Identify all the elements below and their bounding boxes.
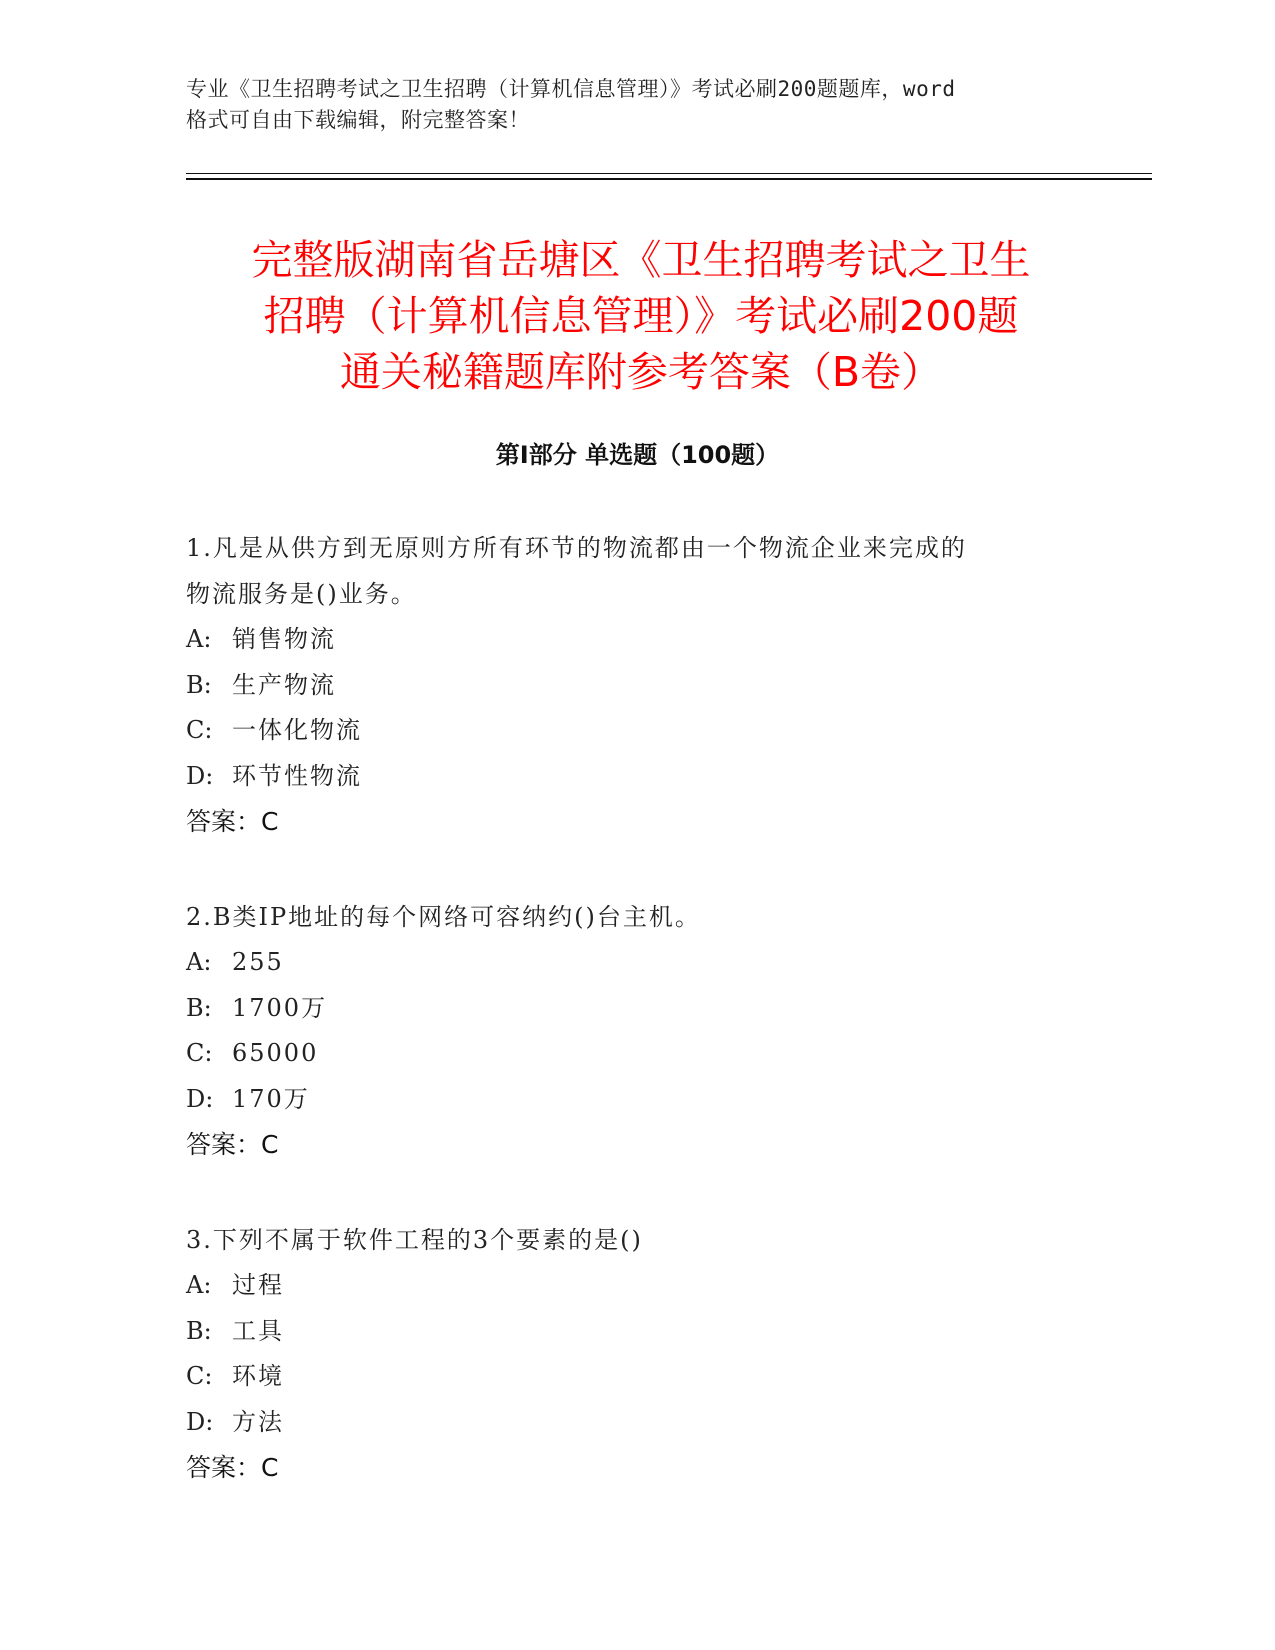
option-key: C: bbox=[186, 1362, 213, 1390]
intro-line-2: 格式可自由下载编辑，附完整答案！ bbox=[186, 108, 530, 132]
option-a bbox=[186, 1263, 1086, 1309]
option-a bbox=[186, 940, 1086, 986]
title-line-1: 完整版湖南省岳塘区《卫生招聘考试之卫生 bbox=[251, 236, 1031, 284]
option-key: A: bbox=[186, 625, 212, 653]
option-key: C: bbox=[186, 716, 213, 744]
option-text: 过程 bbox=[232, 1271, 284, 1299]
option-text: 170万 bbox=[232, 1084, 310, 1113]
option-key: B: bbox=[186, 993, 212, 1022]
header-divider-thin bbox=[186, 173, 1152, 174]
section-heading: 第Ⅰ部分 单选题（100题） bbox=[495, 441, 780, 469]
option-text: 1700万 bbox=[232, 993, 328, 1022]
option-b bbox=[186, 1309, 1086, 1355]
question-stem-line: 1.凡是从供方到无原则方所有环节的物流都由一个物流企业来完成的 bbox=[186, 534, 967, 562]
option-text: 环境 bbox=[232, 1362, 284, 1390]
option-text: 一体化物流 bbox=[232, 716, 362, 744]
title-line-2: 招聘（计算机信息管理）》考试必刷200题 bbox=[263, 292, 1019, 340]
option-b bbox=[186, 663, 1086, 709]
answer-text: 答案：C bbox=[186, 1453, 279, 1482]
question-stem bbox=[186, 1218, 1086, 1264]
option-key: D: bbox=[186, 761, 214, 790]
question-list bbox=[186, 526, 1086, 1491]
option-text: 255 bbox=[232, 948, 284, 976]
question-stem bbox=[186, 895, 1086, 941]
document-title bbox=[186, 232, 1096, 400]
option-key: B: bbox=[186, 1316, 212, 1345]
option-key: B: bbox=[186, 670, 212, 699]
answer-text: 答案：C bbox=[186, 1130, 279, 1159]
option-d bbox=[186, 1400, 1086, 1446]
option-key: D: bbox=[186, 1084, 214, 1113]
option-c bbox=[186, 1031, 1086, 1077]
question-stem-line: 3.下列不属于软件工程的3个要素的是() bbox=[186, 1225, 643, 1254]
intro-text bbox=[186, 74, 1086, 136]
question-stem bbox=[186, 526, 1086, 617]
question-1 bbox=[186, 526, 1086, 845]
title-line-3: 通关秘籍题库附参考答案（B卷） bbox=[339, 348, 943, 396]
option-key: A: bbox=[186, 948, 212, 976]
option-text: 方法 bbox=[232, 1407, 284, 1436]
question-3 bbox=[186, 1218, 1086, 1491]
answer-text: 答案：C bbox=[186, 807, 279, 836]
option-text: 销售物流 bbox=[232, 625, 336, 653]
header-divider-thick bbox=[186, 178, 1152, 180]
option-d bbox=[186, 1077, 1086, 1123]
option-key: C: bbox=[186, 1039, 213, 1067]
option-c bbox=[186, 1354, 1086, 1400]
question-stem-line: 2.B类IP地址的每个网络可容纳约()台主机。 bbox=[186, 902, 701, 931]
option-a bbox=[186, 617, 1086, 663]
option-key: A: bbox=[186, 1271, 212, 1299]
intro-line-1: 专业《卫生招聘考试之卫生招聘（计算机信息管理）》考试必刷200题题库，word bbox=[186, 77, 956, 101]
question-stem-line: 物流服务是()业务。 bbox=[186, 579, 417, 608]
option-text: 环节性物流 bbox=[232, 761, 362, 790]
option-b bbox=[186, 986, 1086, 1032]
option-d bbox=[186, 754, 1086, 800]
option-text: 工具 bbox=[232, 1316, 284, 1345]
question-2 bbox=[186, 895, 1086, 1168]
option-key: D: bbox=[186, 1407, 214, 1436]
option-text: 65000 bbox=[232, 1039, 319, 1067]
option-text: 生产物流 bbox=[232, 670, 336, 699]
option-c bbox=[186, 708, 1086, 754]
